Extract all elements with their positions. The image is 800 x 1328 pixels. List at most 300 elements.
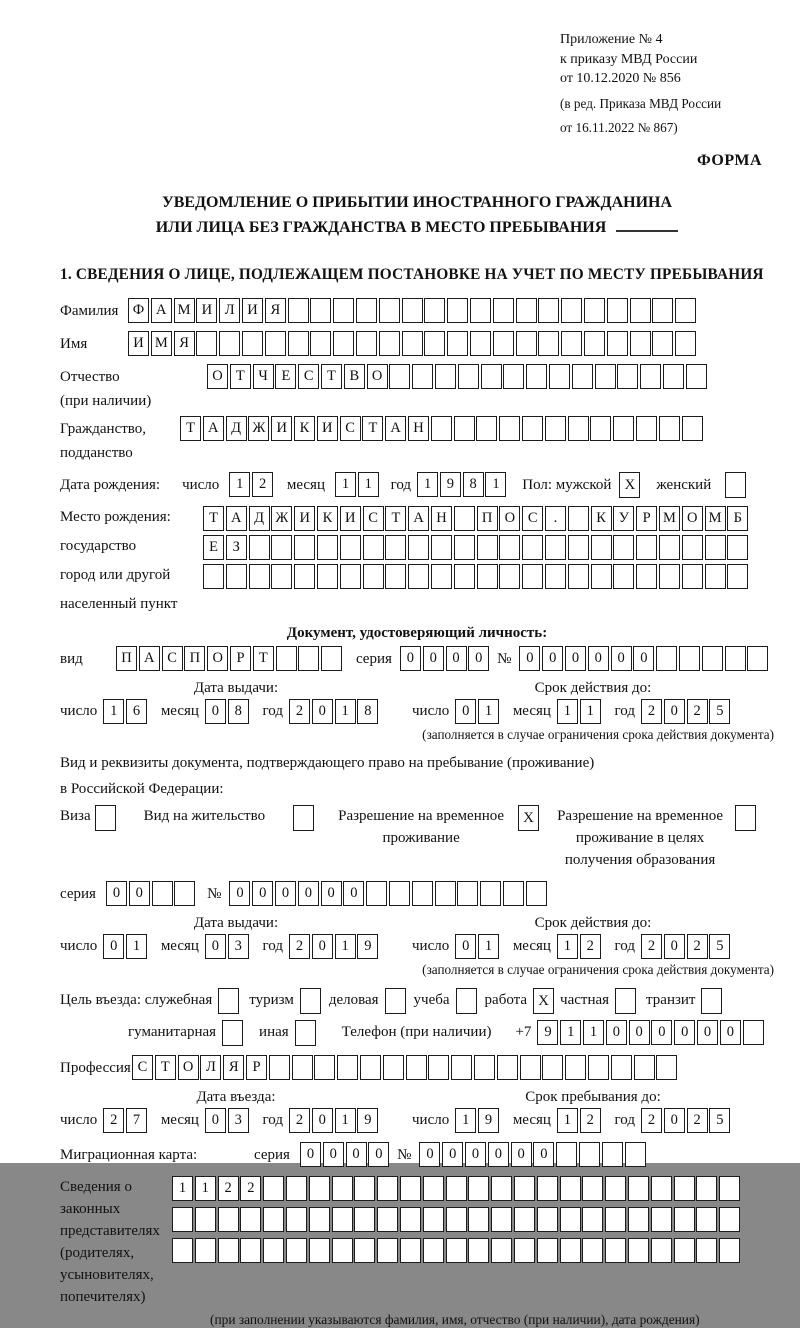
char-cell[interactable] [263, 1238, 284, 1263]
char-cell[interactable] [491, 1176, 512, 1201]
char-cell[interactable]: И [317, 416, 338, 441]
char-cell[interactable]: В [344, 364, 365, 389]
char-cell[interactable]: 1 [229, 472, 250, 497]
char-cell[interactable]: Т [253, 646, 274, 671]
char-cell[interactable]: 0 [103, 934, 124, 959]
char-cell[interactable]: 0 [511, 1142, 532, 1167]
char-cell[interactable] [340, 535, 361, 560]
char-cell[interactable] [294, 535, 315, 560]
char-cell[interactable] [298, 646, 319, 671]
char-cell[interactable] [727, 535, 748, 560]
char-cell[interactable]: 0 [346, 1142, 367, 1167]
char-cell[interactable] [406, 1055, 427, 1080]
char-cell[interactable] [526, 881, 547, 906]
sex-female-checkbox[interactable] [725, 472, 746, 498]
char-cell[interactable]: 0 [664, 699, 685, 724]
char-cell[interactable] [447, 298, 468, 323]
char-cell[interactable] [470, 298, 491, 323]
char-cell[interactable] [656, 646, 677, 671]
citizenship-field[interactable] [180, 416, 704, 441]
given-name-field[interactable] [128, 331, 698, 356]
char-cell[interactable] [602, 1142, 623, 1167]
char-cell[interactable]: А [226, 506, 247, 531]
char-cell[interactable] [514, 1207, 535, 1232]
char-cell[interactable]: 1 [335, 699, 356, 724]
char-cell[interactable] [636, 535, 657, 560]
char-cell[interactable]: 2 [687, 1108, 708, 1133]
char-cell[interactable] [659, 416, 680, 441]
char-cell[interactable]: К [317, 506, 338, 531]
purpose-tourism-checkbox[interactable] [300, 988, 321, 1014]
char-cell[interactable] [656, 1055, 677, 1080]
char-cell[interactable] [514, 1176, 535, 1201]
char-cell[interactable]: М [659, 506, 680, 531]
char-cell[interactable]: Т [362, 416, 383, 441]
char-cell[interactable] [663, 364, 684, 389]
stay-year-field[interactable] [641, 1108, 732, 1133]
char-cell[interactable]: 1 [557, 1108, 578, 1133]
patronymic-field[interactable] [207, 364, 709, 389]
char-cell[interactable] [379, 331, 400, 356]
char-cell[interactable] [727, 564, 748, 589]
char-cell[interactable] [568, 416, 589, 441]
char-cell[interactable]: Т [230, 364, 251, 389]
char-cell[interactable] [321, 646, 342, 671]
char-cell[interactable]: Я [174, 331, 195, 356]
char-cell[interactable] [651, 1207, 672, 1232]
char-cell[interactable] [412, 364, 433, 389]
char-cell[interactable]: Т [321, 364, 342, 389]
char-cell[interactable]: Л [200, 1055, 221, 1080]
char-cell[interactable]: Т [203, 506, 224, 531]
char-cell[interactable] [219, 331, 240, 356]
permit-series-field[interactable] [106, 881, 197, 906]
char-cell[interactable] [582, 1238, 603, 1263]
char-cell[interactable]: 0 [455, 934, 476, 959]
representatives-row1-field[interactable] [172, 1176, 742, 1201]
char-cell[interactable] [522, 535, 543, 560]
visa-checkbox[interactable] [95, 805, 116, 831]
phone-field[interactable] [537, 1020, 765, 1045]
char-cell[interactable] [377, 1238, 398, 1263]
char-cell[interactable]: 1 [195, 1176, 216, 1201]
char-cell[interactable] [499, 535, 520, 560]
char-cell[interactable] [271, 535, 292, 560]
doc-valid-month-field[interactable] [557, 699, 603, 724]
residence-permit-checkbox[interactable] [293, 805, 314, 831]
char-cell[interactable] [560, 1238, 581, 1263]
char-cell[interactable]: 8 [228, 699, 249, 724]
char-cell[interactable] [542, 1055, 563, 1080]
char-cell[interactable] [659, 564, 680, 589]
char-cell[interactable]: 0 [651, 1020, 672, 1045]
char-cell[interactable] [366, 881, 387, 906]
char-cell[interactable]: 1 [560, 1020, 581, 1045]
char-cell[interactable]: 1 [335, 1108, 356, 1133]
char-cell[interactable]: 2 [641, 699, 662, 724]
char-cell[interactable] [454, 535, 475, 560]
char-cell[interactable] [549, 364, 570, 389]
char-cell[interactable]: 0 [633, 646, 654, 671]
char-cell[interactable] [499, 564, 520, 589]
char-cell[interactable] [249, 564, 270, 589]
char-cell[interactable] [582, 1176, 603, 1201]
char-cell[interactable]: И [196, 298, 217, 323]
char-cell[interactable] [522, 564, 543, 589]
char-cell[interactable] [652, 331, 673, 356]
char-cell[interactable] [538, 298, 559, 323]
char-cell[interactable] [686, 364, 707, 389]
char-cell[interactable] [560, 1176, 581, 1201]
char-cell[interactable] [310, 298, 331, 323]
char-cell[interactable] [674, 1176, 695, 1201]
char-cell[interactable] [625, 1142, 646, 1167]
char-cell[interactable]: И [340, 506, 361, 531]
char-cell[interactable] [491, 1238, 512, 1263]
char-cell[interactable] [309, 1207, 330, 1232]
char-cell[interactable]: 2 [240, 1176, 261, 1201]
char-cell[interactable]: 7 [126, 1108, 147, 1133]
char-cell[interactable]: 0 [312, 1108, 333, 1133]
char-cell[interactable]: Д [226, 416, 247, 441]
char-cell[interactable] [659, 535, 680, 560]
char-cell[interactable] [218, 1207, 239, 1232]
char-cell[interactable]: 1 [335, 934, 356, 959]
char-cell[interactable]: П [184, 646, 205, 671]
permit-valid-month-field[interactable] [557, 934, 603, 959]
char-cell[interactable] [400, 1207, 421, 1232]
char-cell[interactable]: А [151, 298, 172, 323]
char-cell[interactable] [379, 298, 400, 323]
representatives-row3-field[interactable] [172, 1238, 742, 1263]
char-cell[interactable] [310, 331, 331, 356]
char-cell[interactable]: 0 [106, 881, 127, 906]
char-cell[interactable]: 9 [537, 1020, 558, 1045]
purpose-work-checkbox[interactable]: X [533, 988, 554, 1014]
char-cell[interactable] [408, 535, 429, 560]
char-cell[interactable] [696, 1176, 717, 1201]
char-cell[interactable]: 0 [533, 1142, 554, 1167]
char-cell[interactable] [470, 331, 491, 356]
doc-valid-year-field[interactable] [641, 699, 732, 724]
char-cell[interactable] [538, 331, 559, 356]
char-cell[interactable]: А [408, 506, 429, 531]
char-cell[interactable] [240, 1238, 261, 1263]
char-cell[interactable]: 2 [580, 1108, 601, 1133]
char-cell[interactable] [474, 1055, 495, 1080]
char-cell[interactable] [356, 331, 377, 356]
char-cell[interactable]: 0 [400, 646, 421, 671]
doc-valid-day-field[interactable] [455, 699, 501, 724]
char-cell[interactable] [276, 646, 297, 671]
char-cell[interactable]: 0 [343, 881, 364, 906]
char-cell[interactable] [636, 564, 657, 589]
char-cell[interactable] [172, 1238, 193, 1263]
char-cell[interactable]: У [613, 506, 634, 531]
char-cell[interactable]: Я [223, 1055, 244, 1080]
char-cell[interactable]: С [132, 1055, 153, 1080]
char-cell[interactable] [286, 1238, 307, 1263]
char-cell[interactable] [332, 1207, 353, 1232]
migration-number-field[interactable] [419, 1142, 647, 1167]
permit-number-field[interactable] [229, 881, 548, 906]
char-cell[interactable] [402, 331, 423, 356]
char-cell[interactable]: 5 [709, 1108, 730, 1133]
char-cell[interactable]: 0 [229, 881, 250, 906]
char-cell[interactable] [203, 564, 224, 589]
purpose-business-checkbox[interactable] [385, 988, 406, 1014]
char-cell[interactable]: 0 [205, 699, 226, 724]
char-cell[interactable] [702, 646, 723, 671]
char-cell[interactable]: 2 [687, 934, 708, 959]
char-cell[interactable] [314, 1055, 335, 1080]
temp-permit-checkbox[interactable]: X [518, 805, 539, 831]
char-cell[interactable]: 0 [565, 646, 586, 671]
char-cell[interactable]: Т [155, 1055, 176, 1080]
char-cell[interactable] [561, 331, 582, 356]
char-cell[interactable]: 1 [478, 934, 499, 959]
char-cell[interactable]: О [499, 506, 520, 531]
char-cell[interactable]: 0 [611, 646, 632, 671]
char-cell[interactable] [613, 535, 634, 560]
char-cell[interactable]: П [116, 646, 137, 671]
char-cell[interactable] [424, 331, 445, 356]
char-cell[interactable] [447, 331, 468, 356]
char-cell[interactable] [377, 1176, 398, 1201]
char-cell[interactable] [565, 1055, 586, 1080]
char-cell[interactable] [493, 298, 514, 323]
char-cell[interactable]: О [178, 1055, 199, 1080]
char-cell[interactable] [340, 564, 361, 589]
char-cell[interactable]: 0 [205, 1108, 226, 1133]
char-cell[interactable]: 0 [419, 1142, 440, 1167]
char-cell[interactable] [423, 1176, 444, 1201]
purpose-humanitarian-checkbox[interactable] [222, 1020, 243, 1046]
doc-series-field[interactable] [400, 646, 491, 671]
doc-issue-month-field[interactable] [205, 699, 251, 724]
char-cell[interactable]: А [139, 646, 160, 671]
char-cell[interactable]: К [294, 416, 315, 441]
birthplace-row1-field[interactable] [203, 506, 750, 531]
char-cell[interactable]: Н [408, 416, 429, 441]
char-cell[interactable] [309, 1176, 330, 1201]
char-cell[interactable] [503, 881, 524, 906]
char-cell[interactable]: И [271, 416, 292, 441]
char-cell[interactable] [454, 416, 475, 441]
char-cell[interactable] [607, 331, 628, 356]
char-cell[interactable] [332, 1238, 353, 1263]
entry-year-field[interactable] [289, 1108, 380, 1133]
char-cell[interactable]: 0 [488, 1142, 509, 1167]
char-cell[interactable]: И [242, 298, 263, 323]
char-cell[interactable]: 1 [485, 472, 506, 497]
char-cell[interactable]: И [128, 331, 149, 356]
char-cell[interactable] [491, 1207, 512, 1232]
purpose-private-checkbox[interactable] [615, 988, 636, 1014]
char-cell[interactable] [446, 1238, 467, 1263]
char-cell[interactable] [333, 298, 354, 323]
char-cell[interactable] [579, 1142, 600, 1167]
char-cell[interactable]: М [174, 298, 195, 323]
char-cell[interactable]: Ж [248, 416, 269, 441]
char-cell[interactable] [172, 1207, 193, 1232]
purpose-official-checkbox[interactable] [218, 988, 239, 1014]
char-cell[interactable] [385, 564, 406, 589]
char-cell[interactable] [674, 1207, 695, 1232]
char-cell[interactable]: 0 [298, 881, 319, 906]
char-cell[interactable] [675, 298, 696, 323]
char-cell[interactable] [263, 1176, 284, 1201]
char-cell[interactable] [605, 1176, 626, 1201]
char-cell[interactable]: О [367, 364, 388, 389]
permit-valid-year-field[interactable] [641, 934, 732, 959]
char-cell[interactable]: Ч [253, 364, 274, 389]
char-cell[interactable] [269, 1055, 290, 1080]
char-cell[interactable] [317, 535, 338, 560]
char-cell[interactable] [354, 1238, 375, 1263]
char-cell[interactable] [568, 506, 589, 531]
char-cell[interactable]: 0 [465, 1142, 486, 1167]
char-cell[interactable]: 0 [674, 1020, 695, 1045]
char-cell[interactable]: 0 [664, 1108, 685, 1133]
char-cell[interactable]: 2 [580, 934, 601, 959]
char-cell[interactable]: Д [249, 506, 270, 531]
char-cell[interactable] [288, 331, 309, 356]
char-cell[interactable] [454, 506, 475, 531]
char-cell[interactable] [423, 1238, 444, 1263]
sex-male-checkbox[interactable]: X [619, 472, 640, 498]
char-cell[interactable] [545, 535, 566, 560]
char-cell[interactable]: К [591, 506, 612, 531]
permit-issue-year-field[interactable] [289, 934, 380, 959]
char-cell[interactable]: 0 [542, 646, 563, 671]
char-cell[interactable] [605, 1238, 626, 1263]
char-cell[interactable]: 1 [583, 1020, 604, 1045]
char-cell[interactable] [458, 364, 479, 389]
char-cell[interactable] [674, 1238, 695, 1263]
char-cell[interactable] [719, 1207, 740, 1232]
char-cell[interactable] [195, 1207, 216, 1232]
char-cell[interactable]: 2 [641, 934, 662, 959]
char-cell[interactable] [725, 646, 746, 671]
entry-day-field[interactable] [103, 1108, 149, 1133]
char-cell[interactable] [152, 881, 173, 906]
char-cell[interactable]: 2 [252, 472, 273, 497]
char-cell[interactable]: 9 [478, 1108, 499, 1133]
char-cell[interactable] [446, 1176, 467, 1201]
char-cell[interactable]: 0 [252, 881, 273, 906]
purpose-transit-checkbox[interactable] [701, 988, 722, 1014]
char-cell[interactable] [408, 564, 429, 589]
char-cell[interactable] [605, 1207, 626, 1232]
char-cell[interactable]: 1 [126, 934, 147, 959]
char-cell[interactable] [588, 1055, 609, 1080]
char-cell[interactable] [560, 1207, 581, 1232]
char-cell[interactable]: 9 [357, 1108, 378, 1133]
birth-day-field[interactable] [229, 472, 275, 497]
char-cell[interactable] [431, 535, 452, 560]
char-cell[interactable] [317, 564, 338, 589]
char-cell[interactable]: 8 [357, 699, 378, 724]
char-cell[interactable] [630, 298, 651, 323]
char-cell[interactable]: 1 [103, 699, 124, 724]
char-cell[interactable] [630, 331, 651, 356]
entry-month-field[interactable] [205, 1108, 251, 1133]
char-cell[interactable] [412, 881, 433, 906]
char-cell[interactable]: 1 [358, 472, 379, 497]
char-cell[interactable] [640, 364, 661, 389]
char-cell[interactable] [249, 535, 270, 560]
char-cell[interactable]: 0 [321, 881, 342, 906]
char-cell[interactable]: О [207, 646, 228, 671]
char-cell[interactable] [537, 1238, 558, 1263]
char-cell[interactable] [174, 881, 195, 906]
char-cell[interactable] [743, 1020, 764, 1045]
char-cell[interactable] [651, 1238, 672, 1263]
char-cell[interactable]: 2 [289, 1108, 310, 1133]
char-cell[interactable]: И [294, 506, 315, 531]
char-cell[interactable] [400, 1238, 421, 1263]
char-cell[interactable] [503, 364, 524, 389]
char-cell[interactable] [696, 1207, 717, 1232]
char-cell[interactable] [719, 1238, 740, 1263]
char-cell[interactable]: 0 [629, 1020, 650, 1045]
char-cell[interactable] [705, 564, 726, 589]
char-cell[interactable] [435, 881, 456, 906]
char-cell[interactable] [516, 298, 537, 323]
char-cell[interactable]: С [162, 646, 183, 671]
char-cell[interactable] [457, 881, 478, 906]
char-cell[interactable]: С [340, 416, 361, 441]
char-cell[interactable] [584, 298, 605, 323]
char-cell[interactable] [591, 535, 612, 560]
char-cell[interactable] [682, 535, 703, 560]
char-cell[interactable]: 0 [300, 1142, 321, 1167]
char-cell[interactable]: 0 [664, 934, 685, 959]
char-cell[interactable] [582, 1207, 603, 1232]
char-cell[interactable]: Б [727, 506, 748, 531]
char-cell[interactable] [226, 564, 247, 589]
char-cell[interactable] [242, 331, 263, 356]
char-cell[interactable]: Е [203, 535, 224, 560]
char-cell[interactable]: Ф [128, 298, 149, 323]
char-cell[interactable] [356, 298, 377, 323]
char-cell[interactable] [424, 298, 445, 323]
char-cell[interactable] [682, 564, 703, 589]
char-cell[interactable] [294, 564, 315, 589]
char-cell[interactable] [286, 1176, 307, 1201]
migration-series-field[interactable] [300, 1142, 391, 1167]
char-cell[interactable] [435, 364, 456, 389]
char-cell[interactable] [628, 1207, 649, 1232]
char-cell[interactable]: Р [246, 1055, 267, 1080]
char-cell[interactable] [402, 298, 423, 323]
char-cell[interactable] [636, 416, 657, 441]
char-cell[interactable]: 9 [357, 934, 378, 959]
char-cell[interactable] [428, 1055, 449, 1080]
char-cell[interactable]: О [207, 364, 228, 389]
char-cell[interactable] [537, 1207, 558, 1232]
char-cell[interactable] [514, 1238, 535, 1263]
purpose-study-checkbox[interactable] [456, 988, 477, 1014]
char-cell[interactable]: О [682, 506, 703, 531]
char-cell[interactable]: 5 [709, 699, 730, 724]
char-cell[interactable] [400, 1176, 421, 1201]
char-cell[interactable]: 0 [455, 699, 476, 724]
char-cell[interactable] [493, 331, 514, 356]
char-cell[interactable]: Е [275, 364, 296, 389]
char-cell[interactable]: 0 [720, 1020, 741, 1045]
